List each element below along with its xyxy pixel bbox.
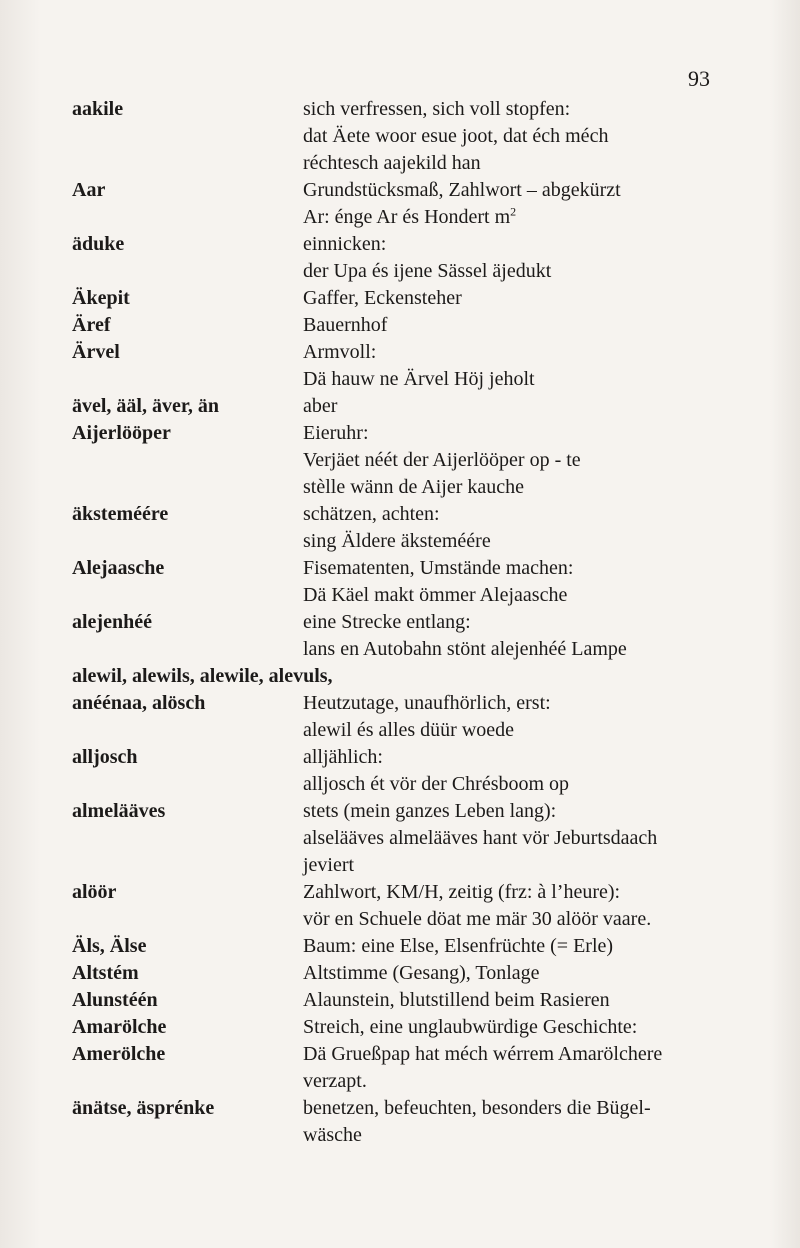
definition-line [303,204,723,231]
definition-line: einnicken: [303,233,387,255]
definition-line: aber [303,395,338,417]
dictionary-entry [0,96,800,177]
entry-definition [303,933,723,960]
entry-definition [303,285,723,312]
dictionary-entry [0,231,800,285]
definition-text: Ar: énge Ar és Hondert m [303,206,511,228]
entry-headword: änätse, äsprénke [72,1097,215,1119]
definition-line: lans en Autobahn stönt alejenhéé Lampe [303,638,627,660]
dictionary-entry [0,960,800,987]
entry-headword: aakile [72,98,124,120]
dictionary-entry [0,663,800,690]
definition-line: Eieruhr: [303,422,369,444]
entry-definition [303,879,723,933]
entry-headword: Aijerlööper [72,422,171,444]
dictionary-entry [0,609,800,663]
entry-definition [303,1014,723,1041]
entry-headword: alewil, alewils, alewile, alevuls, [72,665,333,687]
entry-headword: Ärvel [72,341,120,363]
definition-line: der Upa és ijene Sässel äjedukt [303,260,552,282]
definition-line: schätzen, achten: [303,503,440,525]
definition-line: dat Äete woor esue joot, dat éch méch [303,125,609,147]
definition-line: Heutzutage, unaufhörlich, erst: [303,692,551,714]
entry-headword: Altstém [72,962,139,984]
entry-headword: äduke [72,233,125,255]
definition-line: alljählich: [303,746,383,768]
definition-line: Grundstücksmaß, Zahlwort – abgekürzt [303,179,621,201]
dictionary-entry [0,798,800,879]
definition-line: alselääves almelääves hant vör Jeburtsdaach [303,827,658,849]
entry-definition [303,1041,723,1095]
entry-headword: Äkepit [72,287,130,309]
entry-headword: Amerölche [72,1043,166,1065]
dictionary-entry [0,879,800,933]
entry-definition [303,231,723,285]
entry-headword: alljosch [72,746,138,768]
entry-headword: Äref [72,314,111,336]
dictionary-entry [0,393,800,420]
entry-headword: almelääves [72,800,166,822]
definition-line: eine Strecke entlang: [303,611,471,633]
dictionary-entries [0,96,800,1149]
dictionary-entry [0,1095,800,1149]
definition-line: wäsche [303,1124,362,1146]
definition-line: Verjäet néét der Aijerlööper op - te [303,449,581,471]
definition-line: Dä Grueßpap hat méch wérrem Amarölchere [303,1043,663,1065]
dictionary-entry [0,177,800,231]
page-number: 93 [688,66,710,91]
dictionary-entry [0,312,800,339]
entry-definition [303,744,723,798]
entry-headword: alejenhéé [72,611,152,633]
entry-definition [303,393,723,420]
definition-line: Streich, eine unglaubwürdige Geschichte: [303,1016,638,1038]
definition-line: alljosch ét vör der Chrésboom op [303,773,570,795]
entry-definition [303,555,723,609]
entry-headword: alöör [72,881,117,903]
definition-line: verzapt. [303,1070,367,1092]
definition-line: Gaffer, Eckensteher [303,287,462,309]
dictionary-entry [0,744,800,798]
entry-headword: Aar [72,179,106,201]
definition-line: réchtesch aajekild han [303,152,481,174]
entry-definition [303,609,723,663]
entry-headword: anéénaa, alösch [72,692,206,714]
entry-definition [303,339,723,393]
definition-line: vör en Schuele döat me mär 30 alöör vaare. [303,908,652,930]
definition-line: Armvoll: [303,341,377,363]
dictionary-entry [0,501,800,555]
entry-headword: Äls, Älse [72,935,147,957]
definition-line: Baum: eine Else, Elsenfrüchte (= Erle) [303,935,614,957]
definition-line: Altstimme (Gesang), Tonlage [303,962,540,984]
superscript: 2 [510,204,517,219]
dictionary-entry [0,339,800,393]
entry-definition [303,960,723,987]
definition-line: Dä hauw ne Ärvel Höj jeholt [303,368,535,390]
entry-headword: ävel, ääl, äver, än [72,395,220,417]
entry-definition [303,420,723,501]
dictionary-entry [0,987,800,1014]
definition-line: Fisematenten, Umstände machen: [303,557,574,579]
entry-definition [303,501,723,555]
dictionary-entry [0,1014,800,1041]
definition-line: Bauernhof [303,314,388,336]
definition-line: sich verfressen, sich voll stopfen: [303,98,571,120]
entry-headword: Alunstéén [72,989,158,1011]
dictionary-entry [0,555,800,609]
definition-line: Dä Käel makt ömmer Alejaasche [303,584,568,606]
dictionary-entry [0,1041,800,1095]
dictionary-entry [0,285,800,312]
dictionary-entry [0,420,800,501]
entry-definition [303,312,723,339]
definition-line: sing Äldere äksteméére [303,530,491,552]
entry-headword: Amarölche [72,1016,167,1038]
entry-definition [303,987,723,1014]
definition-line: alewil és alles düür woede [303,719,515,741]
entry-definition [303,798,723,879]
definition-line: stèlle wänn de Aijer kauche [303,476,525,498]
entry-definition [303,1095,723,1149]
entry-headword: äksteméére [72,503,169,525]
definition-line: benetzen, befeuchten, besonders die Bügel- [303,1097,651,1119]
definition-line: Alaunstein, blutstillend beim Rasieren [303,989,610,1011]
definition-line: jeviert [303,854,355,876]
entry-headword: Alejaasche [72,557,165,579]
entry-definition [303,690,723,744]
dictionary-entry [0,690,800,744]
dictionary-entry [0,933,800,960]
definition-line: Zahlwort, KM/H, zeitig (frz: à l’heure): [303,881,621,903]
entry-definition [303,177,723,231]
definition-line: stets (mein ganzes Leben lang): [303,800,557,822]
entry-definition [303,96,723,177]
